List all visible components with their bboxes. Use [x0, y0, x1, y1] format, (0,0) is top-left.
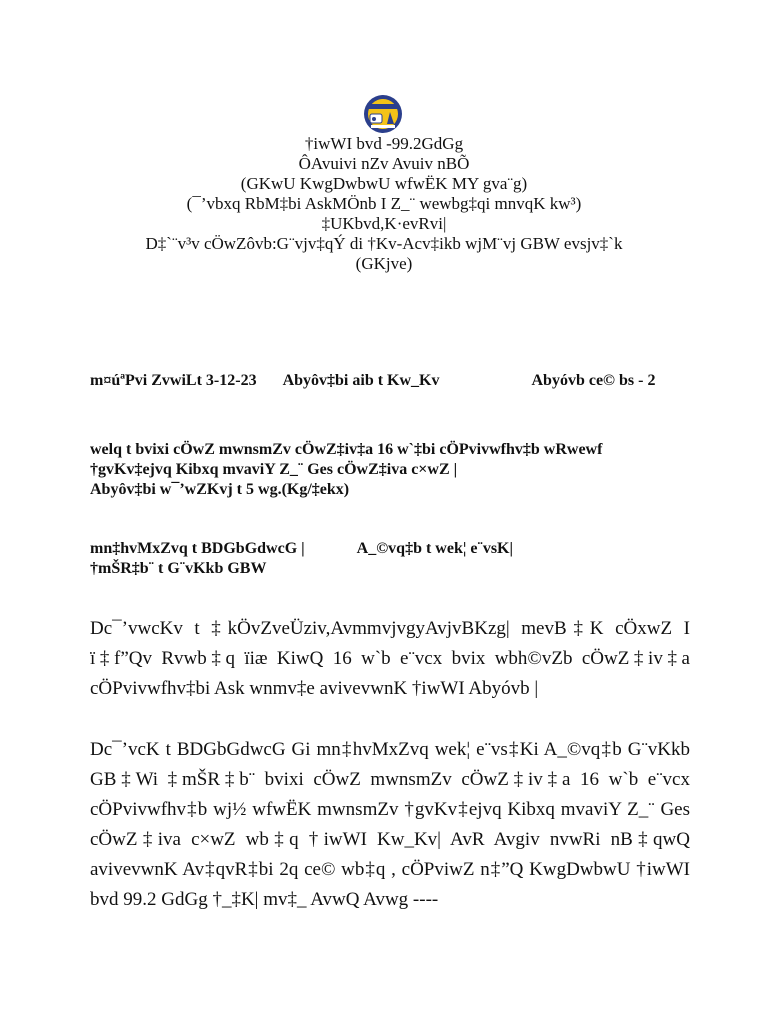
program-duration: Abyôv‡bi w¯’wZKvj t 5 wg.(Kg/‡ekx) — [90, 481, 350, 498]
station-slogan: ÔAvuivi nZv Avuiv nBÕ — [298, 154, 470, 173]
station-header — [60, 134, 708, 274]
guest-credit: †mŠR‡b¨ t G¨vKkb GBW — [90, 560, 267, 577]
subject-topic: welq t bvixi cÖwZ mwnsmZv cÖwZ‡iv‡a 16 w`‡bi cÖPvivwfhv‡b wRwewf †gvKv‡ejvq Kibxq mvaviY Z_¨ Ges cÖwZ‡iva c×wZ | — [90, 441, 603, 478]
producer-credit: mn‡hvMxZvq t BDGbGdwcG | — [90, 540, 305, 557]
station-mission: (¯’vbxq RbM‡bi AskMÖnb I Z_¨ wewbg‡qi mnvqK kw³) — [186, 194, 582, 213]
program-type: Abyôv‡bi aib t Kw_Kv — [282, 372, 440, 389]
subject-block — [90, 440, 686, 500]
radio-station-logo-icon — [361, 94, 405, 134]
paragraph-intro: Dc¯’vwcKv t ‡kÖvZveÜziv,AvmmvjvgyAvjvBKzg| mevB‡K cÖxwZ I ï‡f”Qv Rvwb‡q ïiæ KiwQ 16 w`b e¨vcx bvix wbh©vZb cÖwZ‡iv‡a cÖPvivwfhv‡bi Ask wnmv‡e avivevwnK †iwWI Abyóvb | — [90, 618, 690, 699]
broadcast-meta — [90, 371, 686, 391]
episode-number: Abyóvb ce© bs - 2 — [531, 372, 656, 389]
station-location: ‡UKbvd,K·evRvi| — [321, 214, 447, 233]
paragraph-presenter: Dc¯’vcK t BDGbGdwcG Gi mn‡hvMxZvq wek¦ e¨vs‡Ki A_©vq‡b G¨vKkb GB‡Wi ‡mŠR‡b¨ bvixi cÖwZ mwnsmZv cÖwZ‡iv‡a 16 w`b e¨vcx cÖPvivwfhv‡b wj½ wfwËK mwnsmZv †gvKv‡ejvq Kibxq mvaviY Z_¨ Ges cÖwZ‡iva c×wZ wb‡q †iwWI Kw_Kv| AvR Avgiv nvwRi nB‡qwQ avivevwnK Av‡qvR‡bi 2q ce© wb‡q , cÖPviwZ n‡”Q KwgDwbwU †iwWI bvd 99.2 GdGg †_‡K| mv‡_ AvwQ Avwg ---- — [90, 739, 690, 910]
station-type: (GKwU KwgDwbwU wfwËK MY gva¨g) — [240, 174, 528, 193]
broadcast-date: m¤úªPvi ZvwiLt 3-12-23 — [90, 372, 257, 389]
credits-block — [90, 539, 686, 579]
station-owner: D‡`¨v³v cÖwZôvb:G¨vjv‡qÝ di †Kv-Acv‡ikb wjM¨vj GBW evsjv‡`k — [145, 234, 623, 253]
presenter-credit: A_©vq‡b t wek¦ e¨vsK| — [356, 540, 514, 557]
station-owner-short: (GKjve) — [355, 254, 413, 273]
station-name: †iwWI bvd -99.2GdGg — [304, 134, 464, 153]
